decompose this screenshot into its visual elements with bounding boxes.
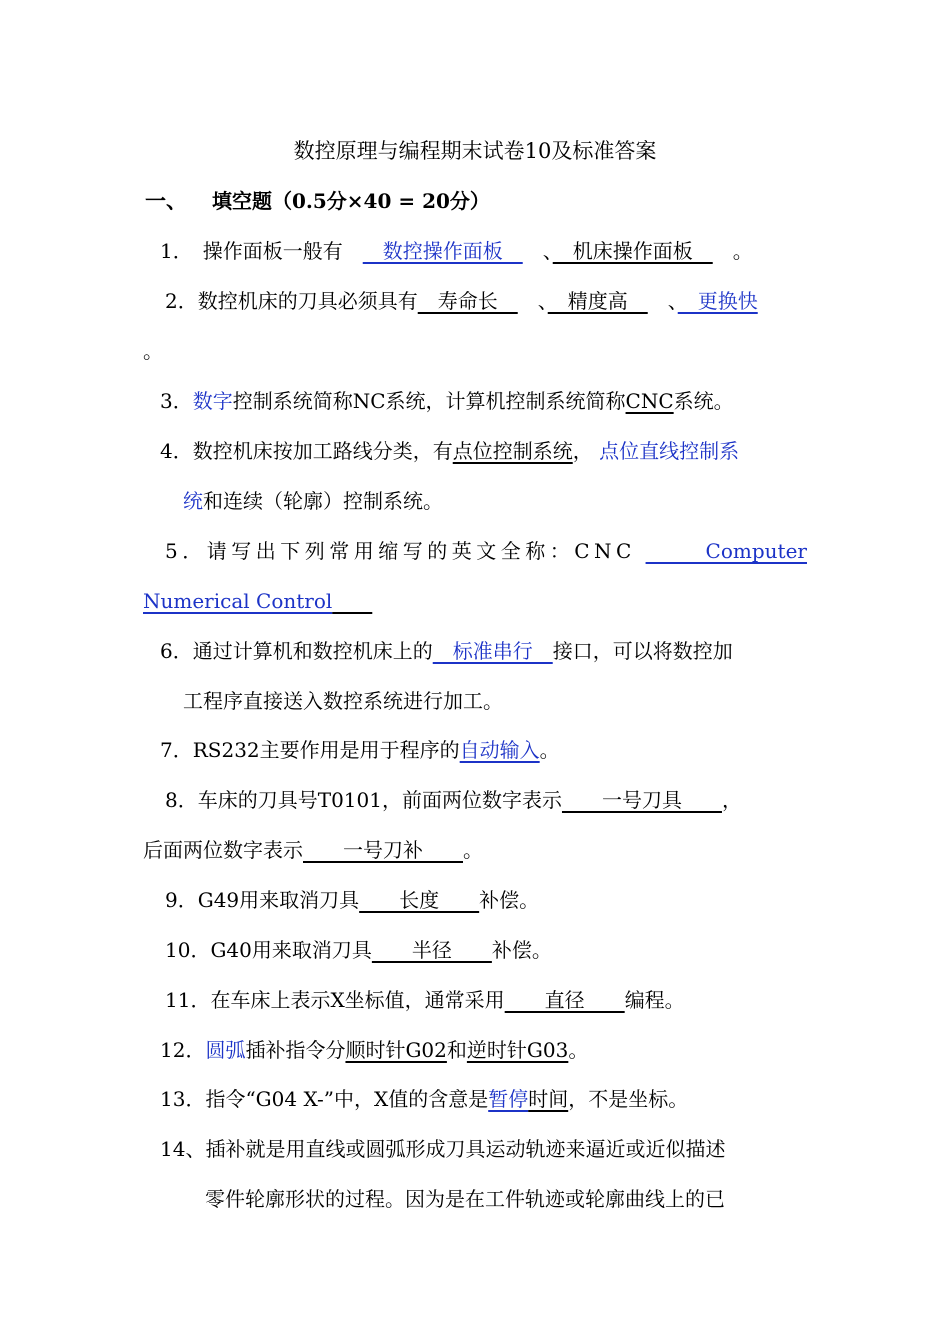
- q1-answer-1: 数控操作面板: [362, 239, 523, 263]
- q9-end: 补偿。: [479, 888, 540, 912]
- q11-answer: 直径: [504, 988, 625, 1012]
- q5-answer-part-1: Computer: [645, 539, 807, 563]
- q8-text-2: 后面两位数字表示: [143, 838, 303, 862]
- q2-answer-3: 更换快: [677, 289, 758, 313]
- section-title: 填空题（0.5分×40 = 20分）: [212, 189, 490, 213]
- question-3: [160, 384, 810, 418]
- q2-separator-1: 、: [517, 289, 548, 313]
- q10-text: 10．G40用来取消刀具: [165, 938, 372, 962]
- q13-answer-1: 暂停: [488, 1087, 529, 1111]
- question-6: [160, 634, 810, 668]
- q13-text: 13．指令“G04 X-”中，X值的含意是: [160, 1087, 489, 1111]
- q3-answer-2: CNC: [625, 389, 674, 413]
- q8-end: 。: [463, 838, 483, 862]
- q12-end: 。: [568, 1038, 589, 1062]
- q5-continuation: [143, 584, 543, 618]
- question-1: [160, 234, 820, 268]
- q8-answer-1: 一号刀具: [561, 788, 722, 812]
- q6-answer: 标准串行: [432, 639, 553, 663]
- q4-continuation: [183, 484, 803, 518]
- q2-answer-1: 寿命长: [417, 289, 518, 313]
- q11-end: 编程。: [624, 988, 685, 1012]
- q5-answer-part-2: Numerical Control: [143, 589, 333, 613]
- q4-comma: ，: [572, 439, 593, 463]
- q8-answer-2: 一号刀补: [303, 838, 463, 862]
- q12-number: 12．: [160, 1038, 206, 1062]
- q13-answer-2: 时间: [528, 1087, 569, 1111]
- q6-continuation: [183, 684, 803, 718]
- q3-end: 系统。: [673, 389, 734, 413]
- q1-end: 。: [712, 239, 753, 263]
- q5-text: 5．请写出下列常用缩写的英文全称：CNC: [165, 539, 636, 563]
- question-2: [165, 284, 810, 318]
- q12-answer-2: 顺时针G02: [345, 1038, 447, 1062]
- section-heading: [0, 184, 950, 218]
- q6-end: 工程序直接送入数控系统进行加工。: [183, 689, 503, 713]
- page-title: 数控原理与编程期末试卷10及标准答案: [293, 139, 657, 163]
- q8-comma: ，: [721, 788, 742, 812]
- q4-answer-2-end: 统: [183, 489, 203, 513]
- q6-text-after: 接口，可以将数控加: [552, 639, 733, 663]
- q2-text: 2．数控机床的刀具必须具有: [165, 289, 418, 313]
- q7-end: 。: [539, 738, 560, 762]
- question-9: [165, 883, 765, 917]
- q5-blank: [332, 589, 372, 613]
- q4-text: 4．数控机床按加工路线分类，有: [160, 439, 453, 463]
- q6-text: 6．通过计算机和数控机床上的: [160, 639, 433, 663]
- q7-answer: 自动输入: [459, 738, 540, 762]
- q9-text: 9．G49用来取消刀具: [165, 888, 360, 912]
- q1-separator: 、: [522, 239, 553, 263]
- q12-text: 插补指令分: [245, 1038, 346, 1062]
- q10-end: 补偿。: [491, 938, 552, 962]
- question-13: [160, 1082, 800, 1116]
- q4-end: 和连续（轮廓）控制系统。: [203, 489, 443, 513]
- q10-answer: 半径: [371, 938, 492, 962]
- question-12: [160, 1033, 780, 1067]
- question-8: [165, 783, 805, 817]
- q7-text: 7．RS232主要作用是用于程序的: [160, 738, 460, 762]
- q3-answer-1: 数字: [192, 389, 233, 413]
- q11-text: 11．在车床上表示X坐标值，通常采用: [165, 988, 505, 1012]
- q3-number: 3．: [160, 389, 193, 413]
- question-11: [165, 983, 785, 1017]
- question-10: [165, 933, 765, 967]
- q3-text: 控制系统简称NC系统，计算机控制系统简称: [232, 389, 626, 413]
- q14-line-1: 14、插补就是用直线或圆弧形成刀具运动轨迹来逼近或近似描述: [160, 1137, 726, 1161]
- question-4: [160, 434, 810, 468]
- section-number: 一、: [145, 188, 187, 213]
- q8-continuation: [143, 833, 743, 867]
- q2-answer-2: 精度高: [547, 289, 648, 313]
- q14-continuation: [205, 1182, 810, 1216]
- q14-line-2: 零件轮廓形状的过程。因为是在工件轨迹或轮廓曲线上的已: [205, 1187, 725, 1211]
- q2-end: 。: [143, 339, 163, 363]
- q2-separator-2: 、: [647, 289, 678, 313]
- q12-answer-3: 逆时针G03: [466, 1038, 569, 1062]
- q1-answer-2: 机床操作面板: [552, 239, 713, 263]
- q4-answer-1: 点位控制系统: [452, 439, 573, 463]
- question-5: [165, 534, 807, 568]
- q8-text: 8．车床的刀具号T0101，前面两位数字表示: [165, 788, 562, 812]
- q4-answer-2: 点位直线控制系: [599, 439, 740, 463]
- q9-answer: 长度: [359, 888, 480, 912]
- q13-end: ，不是坐标。: [568, 1087, 689, 1111]
- q12-and: 和: [446, 1038, 467, 1062]
- question-14: [160, 1132, 810, 1166]
- q12-answer-1: 圆弧: [205, 1038, 246, 1062]
- q1-text: 1． 操作面板一般有: [160, 239, 363, 263]
- question-7: [160, 733, 810, 767]
- q2-continuation: [143, 334, 343, 368]
